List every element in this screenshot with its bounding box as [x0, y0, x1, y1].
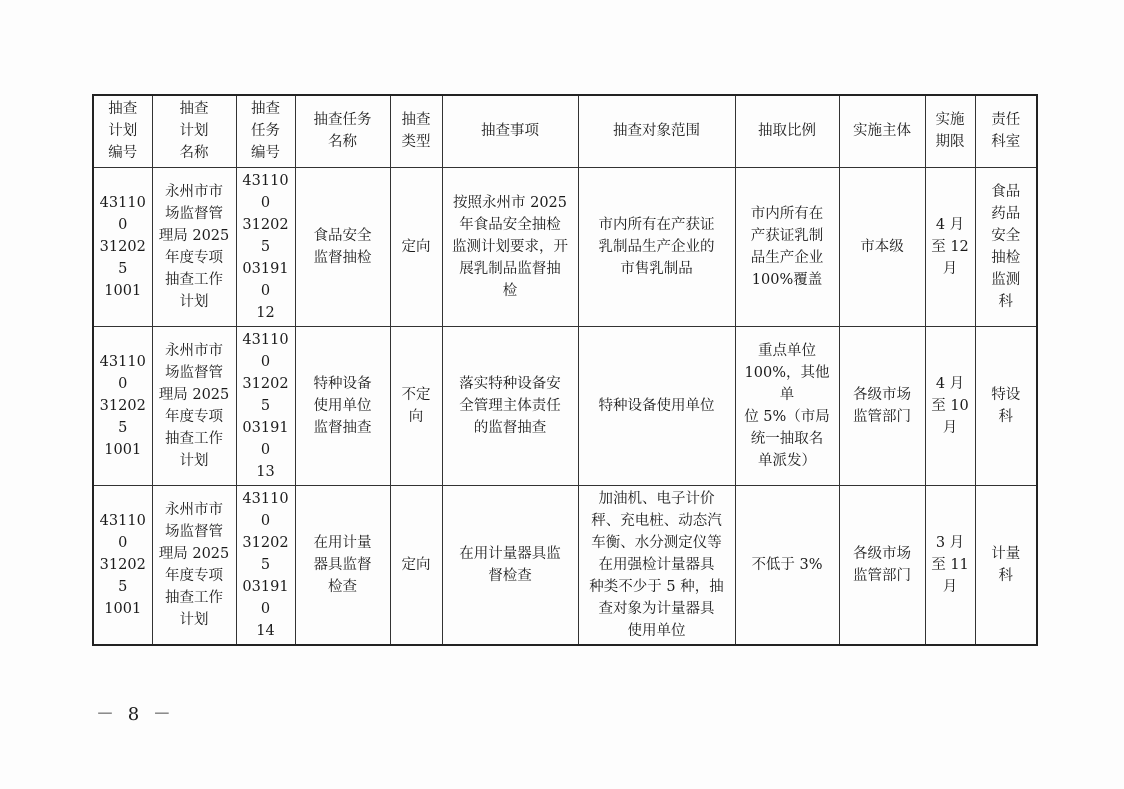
- inspection-plan-table: [92, 94, 1038, 646]
- table-header-row: [93, 95, 1037, 167]
- table-row: [93, 167, 1037, 326]
- cell-plan-no: 431100 312025 1001: [93, 485, 152, 645]
- cell-item: 落实特种设备安 全管理主体责任 的监督抽查: [442, 326, 578, 485]
- cell-period: 3 月 至 11 月: [925, 485, 975, 645]
- header-task-no: 抽查 任务 编号: [236, 95, 295, 167]
- cell-period: 4 月 至 12 月: [925, 167, 975, 326]
- cell-office: 食品 药品 安全 抽检 监测 科: [975, 167, 1037, 326]
- cell-plan-name: 永州市市 场监督管 理局 2025 年度专项 抽查工作 计划: [152, 485, 236, 645]
- cell-task-no: 431100 312025 031910 14: [236, 485, 295, 645]
- cell-office: 特设 科: [975, 326, 1037, 485]
- header-item: 抽查事项: [442, 95, 578, 167]
- cell-plan-name: 永州市市 场监督管 理局 2025 年度专项 抽查工作 计划: [152, 326, 236, 485]
- cell-scope: 特种设备使用单位: [578, 326, 735, 485]
- cell-type: 定向: [390, 485, 442, 645]
- cell-plan-no: 431100 312025 1001: [93, 167, 152, 326]
- cell-period: 4 月 至 10 月: [925, 326, 975, 485]
- cell-task-name: 在用计量 器具监督 检查: [295, 485, 390, 645]
- header-type: 抽查 类型: [390, 95, 442, 167]
- page-number: － 8 －: [96, 704, 175, 725]
- cell-subject: 各级市场 监管部门: [839, 485, 925, 645]
- cell-task-name: 特种设备 使用单位 监督抽查: [295, 326, 390, 485]
- cell-ratio: 市内所有在 产获证乳制 品生产企业 100%覆盖: [735, 167, 839, 326]
- header-task-name: 抽查任务 名称: [295, 95, 390, 167]
- cell-ratio: 重点单位 100%，其他单 位 5%（市局 统一抽取名 单派发）: [735, 326, 839, 485]
- cell-type: 不定 向: [390, 326, 442, 485]
- table-row: [93, 485, 1037, 645]
- cell-item: 按照永州市 2025 年食品安全抽检 监测计划要求，开 展乳制品监督抽 检: [442, 167, 578, 326]
- cell-plan-no: 431100 312025 1001: [93, 326, 152, 485]
- cell-task-no: 431100 312025 031910 13: [236, 326, 295, 485]
- header-period: 实施 期限: [925, 95, 975, 167]
- cell-scope: 加油机、电子计价 秤、充电桩、动态汽 车衡、水分测定仪等 在用强检计量器具 种类不少于 5 种，抽 查对象为计量器具 使用单位: [578, 485, 735, 645]
- table-row: [93, 326, 1037, 485]
- header-ratio: 抽取比例: [735, 95, 839, 167]
- cell-office: 计量 科: [975, 485, 1037, 645]
- header-plan-name: 抽查 计划 名称: [152, 95, 236, 167]
- header-scope: 抽查对象范围: [578, 95, 735, 167]
- cell-task-name: 食品安全 监督抽检: [295, 167, 390, 326]
- header-subject: 实施主体: [839, 95, 925, 167]
- cell-item: 在用计量器具监 督检查: [442, 485, 578, 645]
- header-plan-no: 抽查 计划 编号: [93, 95, 152, 167]
- cell-type: 定向: [390, 167, 442, 326]
- cell-subject: 各级市场 监管部门: [839, 326, 925, 485]
- cell-ratio: 不低于 3%: [735, 485, 839, 645]
- cell-plan-name: 永州市市 场监督管 理局 2025 年度专项 抽查工作 计划: [152, 167, 236, 326]
- cell-scope: 市内所有在产获证 乳制品生产企业的 市售乳制品: [578, 167, 735, 326]
- cell-subject: 市本级: [839, 167, 925, 326]
- cell-task-no: 431100 312025 031910 12: [236, 167, 295, 326]
- header-office: 责任 科室: [975, 95, 1037, 167]
